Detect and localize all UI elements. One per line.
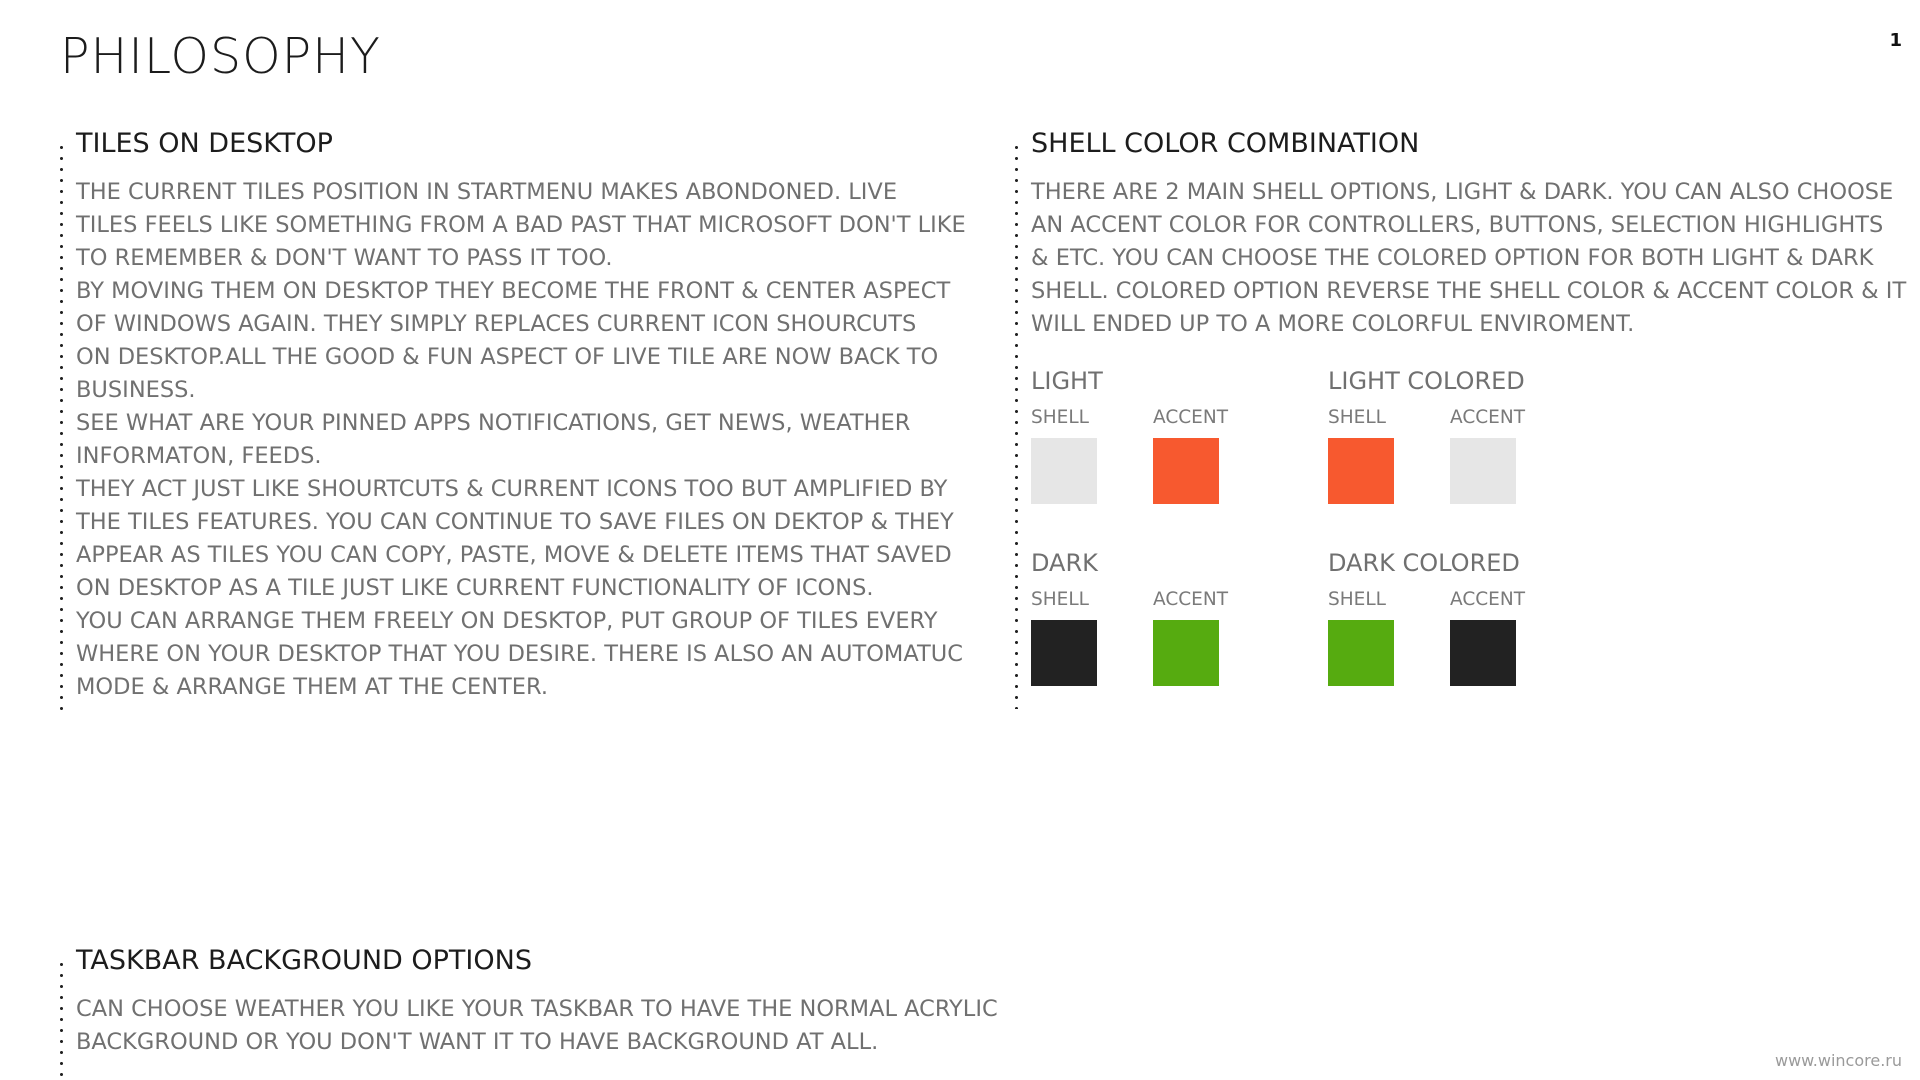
swatch-group-dark (1031, 549, 1311, 686)
section-body: THE CURRENT TILES POSITION IN STARTMENU MAKES ABONDONED. LIVE TILES FEELS LIKE SOMETHING FROM A BAD PAST THAT MICROSOFT DON'T LIKE TO REMEMBER & DON'T WANT TO PASS IT TOO. BY MOVING THEM ON DESKTOP THEY BECOME THE FRONT & CENTER ASPECT OF WINDOWS AGAIN. THEY SIMPLY REPLACES CURRENT ICON SHOURCUTS ON DESKTOP.ALL THE GOOD & FUN ASPECT OF LIVE TILE ARE NOW BACK TO BUSINESS. SEE WHAT ARE YOUR PINNED APPS NOTIFICATIONS, GET NEWS, WEATHER INFORMATON, FEEDS. THEY ACT JUST LIKE SHOURTCUTS & CURRENT ICONS TOO BUT AMPLIFIED BY THE TILES FEATURES. YOU CAN CONTINUE TO SAVE FILES ON DEKTOP & THEY APPEAR AS TILES YOU CAN COPY, PASTE, MOVE & DELETE ITEMS THAT SAVED ON DESKTOP AS A TILE JUST LIKE CURRENT FUNCTIONALITY OF ICONS. YOU CAN ARRANGE THEM FREELY ON DESKTOP, PUT GROUP OF TILES EVERY WHERE ON YOUR DESKTOP THAT YOU DESIRE. THERE IS ALSO AN AUTOMATUC MODE & ARRANGE THEM AT THE CENTER. (76, 179, 966, 701)
group-title: DARK COLORED (1328, 549, 1520, 578)
shell-swatch (1031, 620, 1097, 686)
accent-swatch (1450, 620, 1516, 686)
accent-swatch (1450, 438, 1516, 504)
accent-label: ACCENT (1153, 407, 1228, 429)
section-body: CAN CHOOSE WEATHER YOU LIKE YOUR TASKBAR TO HAVE THE NORMAL ACRYLIC BACKGROUND OR YOU DON'T WANT IT TO HAVE BACKGROUND AT ALL. (76, 996, 998, 1056)
accent-swatch (1153, 620, 1219, 686)
group-title: DARK (1031, 549, 1098, 578)
group-title: LIGHT (1031, 367, 1103, 396)
section-tiles-on-desktop (60, 128, 980, 704)
shell-label: SHELL (1031, 407, 1089, 429)
section-taskbar-background-options (60, 945, 1020, 1059)
shell-label: SHELL (1328, 589, 1386, 611)
accent-label: ACCENT (1450, 589, 1525, 611)
section-title: TILES ON DESKTOP (76, 128, 333, 159)
shell-swatch (1328, 620, 1394, 686)
shell-label: SHELL (1328, 407, 1386, 429)
shell-label: SHELL (1031, 589, 1089, 611)
section-title: SHELL COLOR COMBINATION (1031, 128, 1420, 159)
accent-swatch (1153, 438, 1219, 504)
accent-label: ACCENT (1450, 407, 1525, 429)
page-number: 1 (1889, 30, 1902, 51)
page-title: PHILOSOPHY (60, 28, 381, 85)
shell-swatch (1328, 438, 1394, 504)
swatch-group-dark-colored (1328, 549, 1608, 686)
section-shell-color-combination (1015, 128, 1915, 697)
section-body: THERE ARE 2 MAIN SHELL OPTIONS, LIGHT & DARK. YOU CAN ALSO CHOOSE AN ACCENT COLOR FOR CONTROLLERS, BUTTONS, SELECTION HIGHLIGHTS & ETC. YOU CAN CHOOSE THE COLORED OPTION FOR BOTH LIGHT & DARK SHELL. COLORED OPTION REVERSE THE SHELL COLOR & ACCENT COLOR & IT WILL ENDED UP TO A MORE COLORFUL ENVIROMENT. (1031, 179, 1907, 338)
swatch-group-light (1031, 367, 1311, 504)
watermark: www.wincore.ru (1774, 1051, 1902, 1070)
section-title: TASKBAR BACKGROUND OPTIONS (76, 945, 532, 976)
swatch-group-light-colored (1328, 367, 1608, 504)
accent-label: ACCENT (1153, 589, 1228, 611)
shell-swatch (1031, 438, 1097, 504)
group-title: LIGHT COLORED (1328, 367, 1525, 396)
color-swatch-grid (1031, 367, 1915, 697)
